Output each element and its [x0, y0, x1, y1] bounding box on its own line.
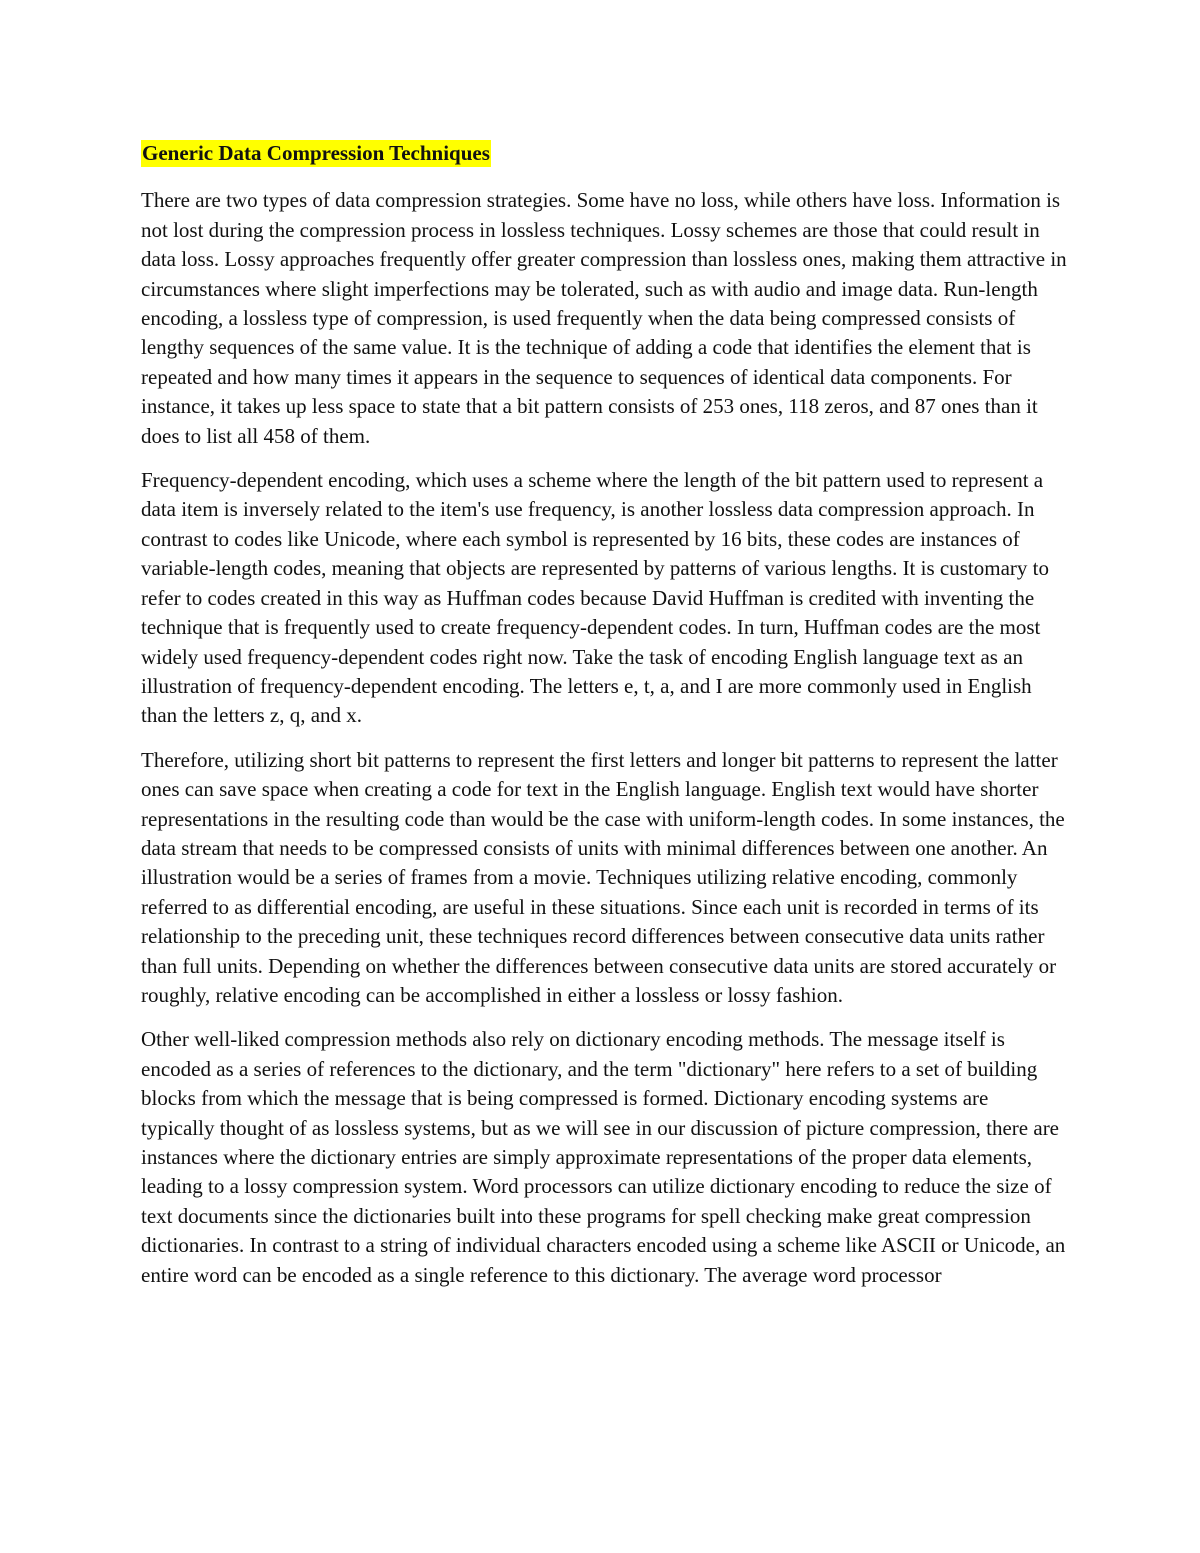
document-body — [141, 139, 1067, 1305]
paragraph-run-length-encoding: There are two types of data compression strategies. Some have no loss, while others have loss. Information is not lost during the compression process in lossless techniques. Lossy schemes are those that could result in data loss. Lossy approaches frequently offer greater compression than lossless ones, making them attractive in circumstances where slight imperfections may be tolerated, such as with audio and image data. Run-length encoding, a lossless type of compression, is used frequently when the data being compressed consists of lengthy sequences of the same value. It is the technique of adding a code that identifies the element that is repeated and how many times it appears in the sequence to sequences of identical data components. For instance, it takes up less space to state that a bit pattern consists of 253 ones, 118 zeros, and 87 ones than it does to list all 458 of them. — [141, 188, 1067, 448]
paragraph-relative-encoding: Therefore, utilizing short bit patterns to represent the first letters and longer bit patterns to represent the latter ones can save space when creating a code for text in the English language. English text would have shorter representations in the resulting code than would be the case with uniform-length codes. In some instances, the data stream that needs to be compressed consists of units with minimal differences between one another. An illustration would be a series of frames from a movie. Techniques utilizing relative encoding, commonly referred to as differential encoding, are useful in these situations. Since each unit is recorded in terms of its relationship to the preceding unit, these techniques record differences between consecutive data units rather than full units. Depending on whether the differences between consecutive data units are stored accurately or roughly, relative encoding can be accomplished in either a lossless or lossy fashion. — [141, 747, 1065, 1007]
title-highlight: Generic Data Compression Techniques — [142, 141, 490, 165]
document-title — [141, 139, 1067, 168]
paragraph-dictionary-encoding: Other well-liked compression methods also rely on dictionary encoding methods. The message itself is encoded as a series of references to the dictionary, and the term "dictionary" here refers to a set of building blocks from which the message that is being compressed is formed. Dictionary encoding systems are typically thought of as lossless systems, but as we will see in our discussion of picture compression, there are instances where the dictionary entries are simply approximate representations of the proper data elements, leading to a lossy compression system. Word processors can utilize dictionary encoding to reduce the size of text documents since the dictionaries built into these programs for spell checking make great compression dictionaries. In contrast to a string of individual characters encoded using a scheme like ASCII or Unicode, an entire word can be encoded as a single reference to this dictionary. The average word processor — [141, 1027, 1066, 1287]
paragraph-frequency-dependent-encoding: Frequency-dependent encoding, which uses a scheme where the length of the bit pattern used to represent a data item is inversely related to the item's use frequency, is another lossless data compression approach. In contrast to codes like Unicode, where each symbol is represented by 16 bits, these codes are instances of variable-length codes, meaning that objects are represented by patterns of various lengths. It is customary to refer to codes created in this way as Huffman codes because David Huffman is credited with inventing the technique that is frequently used to create frequency-dependent codes. In turn, Huffman codes are the most widely used frequency-dependent codes right now. Take the task of encoding English language text as an illustration of frequency-dependent encoding. The letters e, t, a, and I are more commonly used in English than the letters z, q, and x. — [141, 468, 1049, 728]
